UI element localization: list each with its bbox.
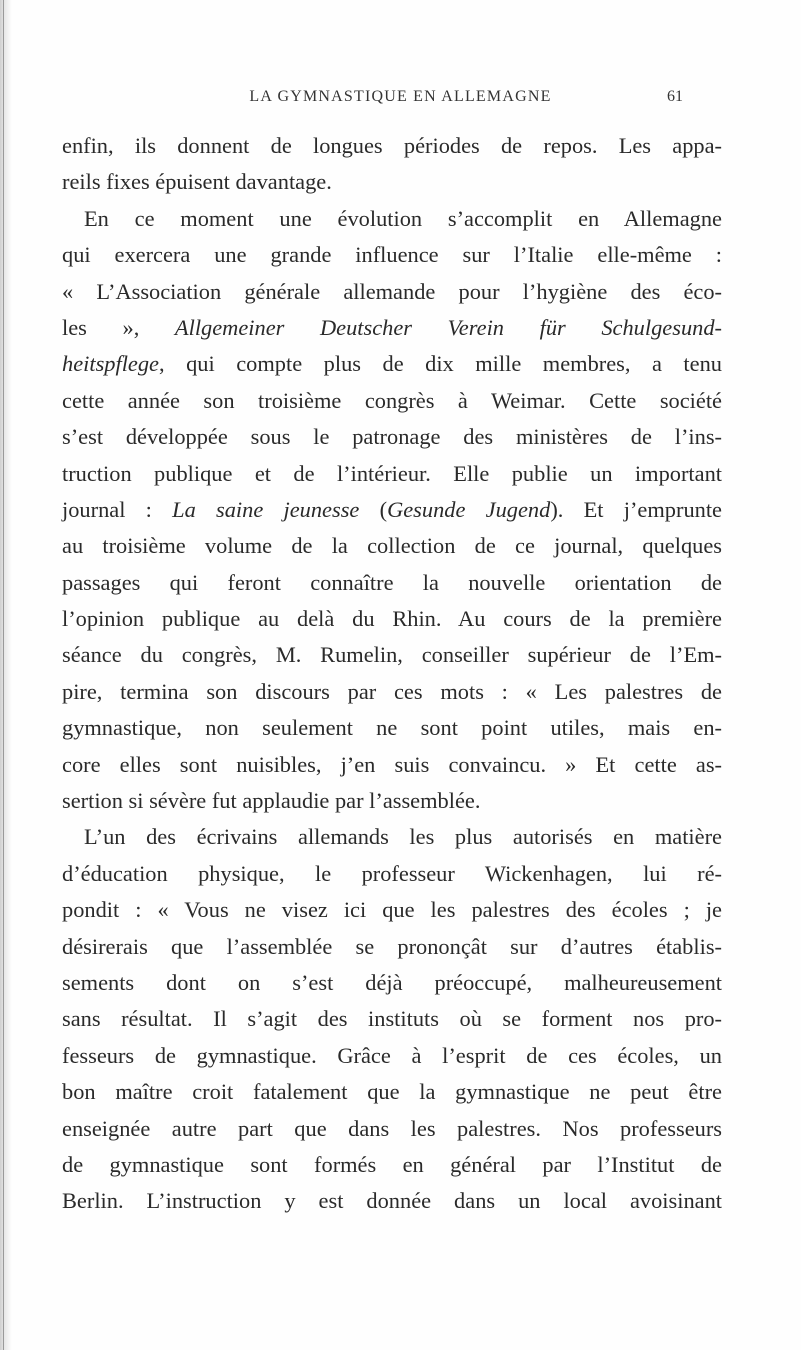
text-line: désirerais que l’assemblée se prononçât sur d’autres établis- [62, 933, 722, 959]
italic-title: Allgemeiner Deutscher Verein für Schulgesund- [174, 314, 722, 340]
text-line: cette année son troisième congrès à Weimar. Cette société [62, 387, 722, 413]
text-line: séance du congrès, M. Rumelin, conseiller supérieur de l’Em- [62, 642, 722, 668]
text-line [62, 492, 722, 528]
running-head [0, 88, 801, 118]
page-binding-edge [0, 0, 12, 1350]
text-line: bon maître croit fatalement que la gymnastique ne peut être [62, 1079, 722, 1105]
text-line: L’un des écrivains allemands les plus autorisés en matière [84, 824, 722, 850]
text-line: « L’Association générale allemande pour l’hygiène des éco- [62, 278, 722, 304]
text-span: journal : [62, 496, 173, 522]
text-span: , qui compte plus de dix mille membres, a tenu [159, 351, 722, 377]
body-text [62, 128, 722, 1220]
text-line: sertion si sévère fut applaudie par l’assemblée. [62, 788, 481, 814]
text-line: d’éducation physique, le professeur Wickenhagen, lui ré- [62, 860, 722, 886]
page-number: 61 [667, 88, 683, 105]
text-line: pire, termina son discours par ces mots : « Les palestres de [62, 678, 722, 704]
text-line: au troisième volume de la collection de ce journal, quelques [62, 533, 722, 559]
page-binding-line [3, 0, 4, 1350]
text-span: les », [62, 314, 175, 340]
text-line: l’opinion publique au delà du Rhin. Au cours de la première [62, 606, 722, 632]
text-line: En ce moment une évolution s’accomplit en Allemagne [84, 205, 722, 231]
text-line: fesseurs de gymnastique. Grâce à l’esprit de ces écoles, un [62, 1042, 722, 1068]
italic-title: La saine jeunesse [172, 496, 360, 522]
text-line [62, 346, 722, 382]
italic-title: heitspflege [62, 351, 159, 377]
text-line: pondit : « Vous ne visez ici que les palestres des écoles ; je [62, 897, 722, 923]
text-line: Berlin. L’instruction y est donnée dans un local avoisinant [62, 1188, 722, 1214]
text-line: core elles sont nuisibles, j’en suis convaincu. » Et cette as- [62, 751, 722, 777]
text-line: sements dont on s’est déjà préoccupé, malheureusement [62, 969, 722, 995]
text-span: ). Et j’emprunte [550, 496, 722, 522]
text-line: sans résultat. Il s’agit des instituts où se forment nos pro- [62, 1006, 722, 1032]
text-line [62, 310, 722, 346]
text-line: qui exercera une grande influence sur l’Italie elle-même : [62, 242, 722, 268]
text-line: gymnastique, non seulement ne sont point utiles, mais en- [62, 715, 722, 741]
italic-title: Gesunde Jugend [387, 496, 551, 522]
text-line: s’est développée sous le patronage des ministères de l’ins- [62, 424, 722, 450]
text-line: de gymnastique sont formés en général par l’Institut de [62, 1151, 722, 1177]
text-line: reils fixes épuisent davantage. [62, 169, 332, 195]
text-span: ( [359, 496, 388, 522]
text-line: enseignée autre part que dans les palestres. Nos professeurs [62, 1115, 722, 1141]
text-line: truction publique et de l’intérieur. Elle publie un important [62, 460, 722, 486]
text-line: enfin, ils donnent de longues périodes de repos. Les appa- [62, 133, 722, 158]
running-head-title: LA GYMNASTIQUE EN ALLEMAGNE [249, 88, 552, 105]
text-line: passages qui feront connaître la nouvelle orientation de [62, 569, 722, 595]
